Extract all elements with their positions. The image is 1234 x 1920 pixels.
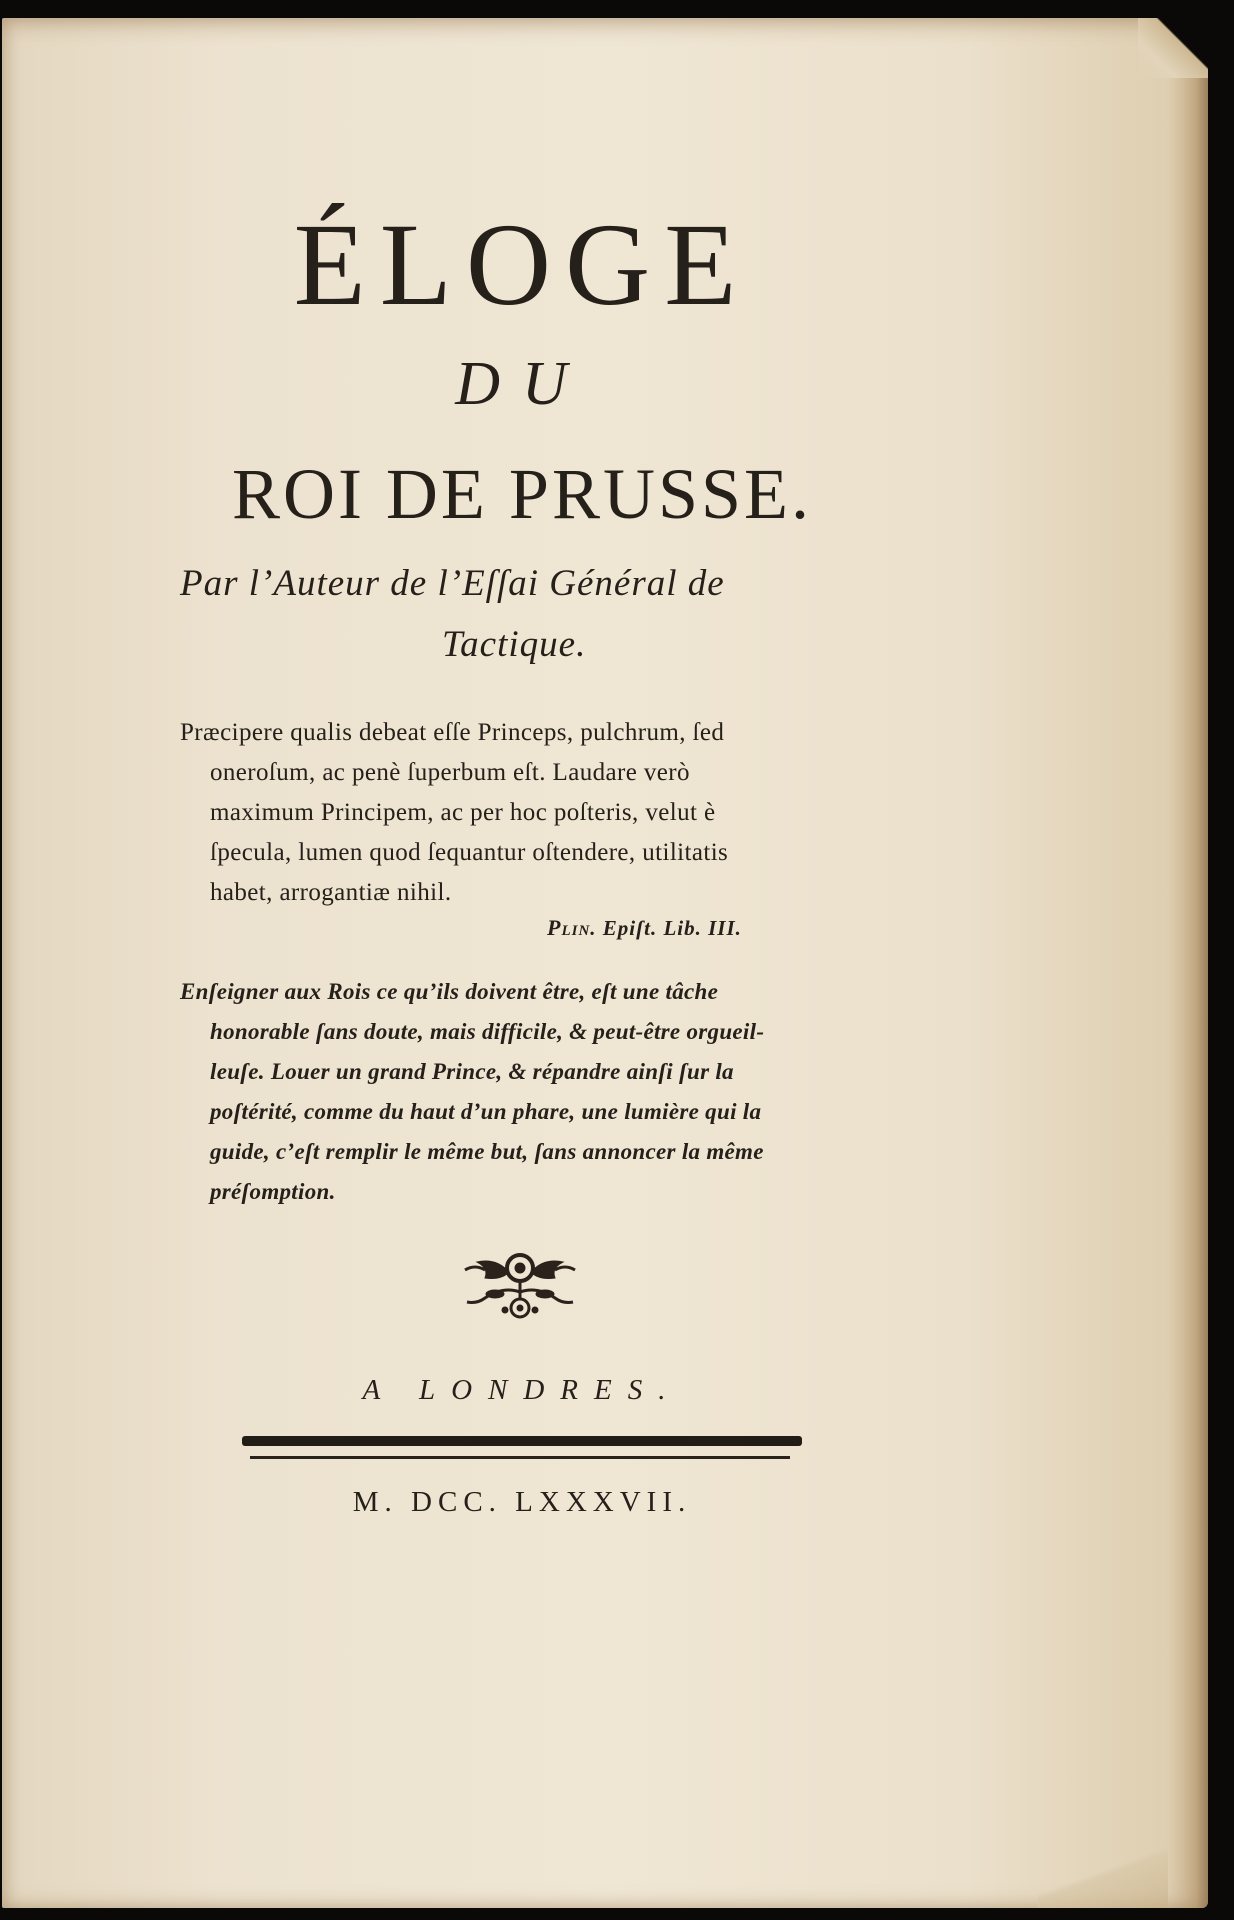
byline-line-2: Tactique.: [442, 624, 587, 665]
citation-author: Plin: [547, 915, 591, 940]
latin-epigraph-line: maximum Principem, ac per hoc poſteris, velut è: [210, 799, 716, 826]
french-translation-line: poſtérité, comme du haut d’un phare, une lumière qui la: [210, 1099, 762, 1124]
book-page: [2, 18, 1208, 1908]
epigraph-citation: [547, 917, 742, 939]
byline-line-1: Par l’Auteur de l’Eſſai Général de: [180, 563, 725, 604]
page-edge-shading: [1168, 18, 1208, 1908]
folded-corner: [1038, 1818, 1168, 1908]
citation-reference: . Epiſt. Lib. III.: [590, 916, 742, 940]
decorative-rule-thick: [242, 1436, 802, 1446]
latin-epigraph-line: Præcipere qualis debeat eſſe Princeps, pulchrum, ſed: [180, 719, 725, 746]
latin-epigraph-line: habet, arrogantiæ nihil.: [210, 879, 452, 906]
latin-epigraph-line: oneroſum, ac penè ſuperbum eſt. Laudare verò: [210, 759, 690, 786]
title-line-1: ÉLOGE: [293, 199, 751, 330]
french-translation-line: préſomption.: [210, 1179, 336, 1204]
decorative-rule-thin: [250, 1456, 790, 1459]
french-translation-line: guide, c’eſt remplir le même but, ſans annoncer la même: [210, 1139, 764, 1164]
imprint-place: A LONDRES.: [362, 1374, 682, 1406]
title-line-2: DU: [455, 350, 589, 418]
torn-corner: [1138, 18, 1208, 78]
floral-ornament-icon: [455, 1248, 585, 1320]
french-translation-line: leuſe. Louer un grand Prince, & répandre ainſi ſur la: [210, 1059, 734, 1084]
latin-epigraph-line: ſpecula, lumen quod ſequantur oſtendere, utilitatis: [210, 839, 729, 866]
title-line-3: ROI DE PRUSSE.: [231, 454, 813, 534]
french-translation-line: honorable ſans doute, mais difficile, & peut-être orgueil-: [210, 1019, 765, 1044]
imprint-date: M. DCC. LXXXVII.: [352, 1486, 692, 1518]
french-translation-line: Enſeigner aux Rois ce qu’ils doivent être, eſt une tâche: [180, 979, 719, 1004]
